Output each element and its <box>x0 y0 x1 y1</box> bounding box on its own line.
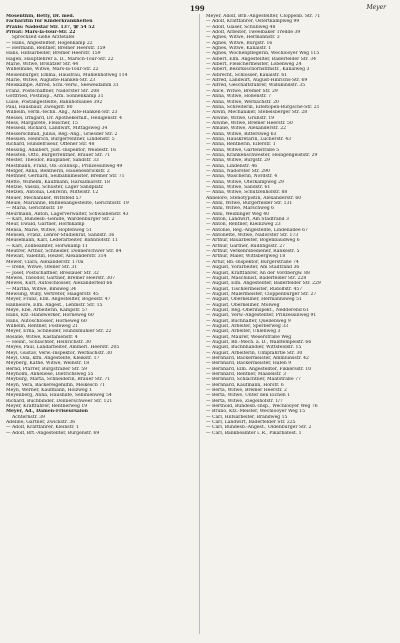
directory-entry: Meye, Ebe, Arbeiterin, Kampstr. 57 <box>6 307 88 313</box>
directory-entry: — Hermann, Rentner, Bremer Heerstr. 159 <box>6 46 106 52</box>
directory-entry: — Anna, Witwe, Sandstr. 61 <box>206 185 271 190</box>
directory-entry: — Anna, Witwe, Burgstr. 29 <box>206 158 270 164</box>
directory-entry: Rosalie, Witwe, Kastanienstr. 4 <box>6 334 78 340</box>
directory-entry: — August, Arbeiter, Uhlenweg 3 <box>206 329 281 335</box>
directory-entry: Hannelore, Elm. Angest., Lehmstr. Str. 15 <box>6 302 103 308</box>
directory-entry: — Adolf, Arbeiter, Tweelbäker Tredde 39 <box>206 30 301 36</box>
left-column <box>6 14 192 638</box>
directory-entry: Metger, Anna, Rentnerin, Hauenesbrickstr. 2 <box>6 168 110 174</box>
directory-entry: — August, Oberkellner, Hermannsweg 51 <box>206 297 302 303</box>
directory-entry: — August, Buchhalter, Quellenweg 9 <box>206 318 291 324</box>
directory-entry: — August, Oberkellner, Mölweg <box>206 302 280 308</box>
directory-entry: — Adolf, Kraftfahrer, Kleinstr. 1 <box>6 425 79 431</box>
directory-entry: Mewes, Theodor, Gärtner, Bremer Heerstr. 307 <box>6 275 116 281</box>
directory-entry: — Maria, Gerichtsstr. 19 <box>6 206 63 212</box>
directory-entry: Meyer, Franz, Elm. Angestellter, Bogesstr. 47 <box>6 297 111 303</box>
directory-entry: — August, Arbeiter, Sperberweg 33 <box>206 323 289 329</box>
directory-entry: Meyl, Oda, kfm. Angestellte, Kleikstr. 17 <box>6 356 100 361</box>
directory-entry: — August, Buchhhändler, Wittsfeldstr. 15 <box>206 345 302 351</box>
directory-entry: Mosenthin, Betty, Dr. med. <box>6 14 75 19</box>
directory-entry: Richard, Buchbinder, Donnerschweer Str. 121 <box>6 398 113 404</box>
directory-entry: — Alfred, Geschäftsführer, Widukindstr. 35 <box>206 83 306 89</box>
directory-entry: Meyenberg, Anna, Haushilfe, Sellinienweg 54 <box>6 393 112 399</box>
directory-entry: Messten, Otto, Bürgerrentner, Brauer Str. 71 <box>6 152 111 158</box>
directory-entry: — Bruno, Kfz.-Meister, Wechlooyer Weg 15 <box>206 409 306 415</box>
directory-entry: Achternstr. 39 <box>12 414 45 420</box>
directory-entry: — Carl, Bundesb.-Angest., Oldenburger Str. 2 <box>206 425 312 431</box>
directory-entry: Messing, Adalbert, Just.-Inspektor, Weidestr. 16 <box>6 147 117 153</box>
directory-entry: Methner, Gerhard, Seilbahnmeister, Bremer Str. 71 <box>6 174 125 180</box>
running-head: Meyer <box>366 4 386 11</box>
directory-entry: — August, Vorarbeiter, Am Stadtrand 36 <box>206 265 300 271</box>
directory-entry: — Adolf, Glaser, Schuhweg 48 <box>206 24 276 30</box>
directory-entry: — Amalie, Witwe, Alexanderstr. 22 <box>206 126 287 132</box>
directory-entry: Meyer, Erna, Schneider, Hundsmühler Str. 22 <box>6 329 112 335</box>
directory-entry: — Bernhard, Rentner, Maaselstr. 3 <box>206 372 286 378</box>
directory-entry: Gottfried, Postinsp., Arm. Sonnenkamp 31 <box>6 94 104 100</box>
directory-entry: Mensen, Franz, Lehrer-Studienrat, Sandstr. 36 <box>6 233 115 239</box>
directory-entry: — Anna, Hauskretärin, Lücherstr. 43 <box>206 136 292 142</box>
directory-entry: — Bernhard, Bäckermeister, Ammlunsstr. 42 <box>206 356 309 361</box>
directory-entry: — Heinr., Schlachter, Heinrichstr. 30 <box>6 339 92 345</box>
directory-entry: — Arthur, Verkehrsbediener, Rankestr. 5 <box>206 249 300 255</box>
column-divider <box>199 14 200 634</box>
directory-entry: Messien, Heinrich, Bürgerrentner, Lindenstr. 5 <box>6 136 115 142</box>
directory-entry: Mestmann, Franz, Ob.-Zollinsp., Prinzessinweg 49 <box>6 163 123 169</box>
page-number: 199 <box>190 4 205 13</box>
directory-entry: Praxis: Nadostar Str. 137, ☏ 54 52 <box>6 24 95 30</box>
directory-columns <box>6 14 394 638</box>
directory-entry: — Anton, Landwirt, Am Stadtrand 3 <box>206 217 289 223</box>
directory-entry: Marie, Witwe, Auguste-Hanken-Str. 23 <box>6 78 96 84</box>
directory-entry: — Agnes, Wochenpflegerin, Wechlooyer Weg 115 <box>206 51 320 57</box>
directory-entry: Meiskampe, Alfred, Schl.-Verw., Seeweidamm 31 <box>6 83 119 89</box>
directory-entry: — Bernhard, Kaufmann, Hörstr. 6 <box>206 382 284 388</box>
directory-entry: Sprechzeit siehe Ärztetafel <box>12 35 75 41</box>
directory-entry: Meyburg, Marta, Schneiderin, Brauer Str. 71 <box>6 377 111 383</box>
directory-entry: — August, Bb.-Mech. a. D., Waldtempelstr. 66 <box>206 339 312 345</box>
directory-entry: — Adolf, Kraftfahrer, Ostertkampweg 99 <box>206 19 300 25</box>
directory-entry: — Adolf, Brt.-Angestellter, Burgenstr. 69 <box>6 430 100 436</box>
directory-entry: Mewes, Kurt, Autoschlosser, Alexanderfeld 66 <box>6 281 113 287</box>
directory-entry: Hagen, Hauptlehrer a. D., Marsch-Tour-Str. 22 <box>6 56 114 62</box>
directory-entry: Privat: Mars-la-Tour-Str. 22 <box>6 30 76 36</box>
directory-entry: — Anton, Rentner, Kleinzweg 23 <box>206 222 281 228</box>
directory-entry: Wilhelm, Rentner, Fosteweg 21 <box>6 323 79 329</box>
directory-entry: — Anni, Witwe, Bürgerfelder Str. 131 <box>206 201 293 207</box>
directory-entry: — Berthold, Bundesb.-Insp., Wechlooyer Weg 76 <box>206 404 318 410</box>
directory-entry: Hans, Kfz.-Handwerker, Hörneweg 60 <box>6 313 94 319</box>
directory-entry: Richard, Hundefriseur, Offener Str. 48 <box>6 142 95 148</box>
directory-entry: — Berta, Witwe, Bremer Heerstr. 2 <box>206 388 287 394</box>
directory-entry: — Karl, Bundesb.-Gehilfe, Wardenburger Str. 2 <box>6 217 115 223</box>
directory-entry: Mewsing, Willy, Vertreter, Haagerstr. 45 <box>6 291 99 297</box>
directory-entry: — Josef, Postschaffner, Breslauer Str. 32 <box>6 270 99 276</box>
directory-entry: — Agnes, Witwe, Burgstr. 16 <box>206 40 273 46</box>
directory-entry: — Berta, Witwe, Unter den Eichen 1 <box>206 393 291 399</box>
directory-entry: — Artur, Bb.-Inspektor, Bürgerstraße 74 <box>206 259 299 265</box>
directory-entry: — Anna, Witwe, Bittersweg 63 <box>206 131 277 137</box>
directory-entry: — August, Maschinist, Bäderfelder Str. 228 <box>206 275 307 281</box>
directory-entry: — Anna, Schreiterin, Eifeltopen-Burgsche-Str. 21 <box>206 104 320 110</box>
directory-entry: Hans, Hilfsarbeiter, Bremer Heerstr. 159 <box>6 51 101 57</box>
directory-entry: — Bernhard, Bäckermeister, Hafen 9 <box>206 361 292 367</box>
directory-entry: — Berta, Witwe, Ziegelhofstr. 1/7 <box>206 398 283 404</box>
directory-entry: Wilhelmine, Witwe, Mars-la-Tour-Str. 22 <box>6 67 99 73</box>
directory-entry: Mess, Margarete, Fleischer, 15 <box>6 120 78 126</box>
directory-entry: — August, Maurer, Weserstraße Weg <box>206 334 292 340</box>
directory-entry: — Arthur, Maler, Wittsbergweg 18 <box>206 254 286 260</box>
directory-entry: — August, Tischlermeister, Rudolfstr. 457 <box>206 286 303 292</box>
directory-entry: — Anna, Wäscherin, Nordstr. 4 <box>206 174 278 180</box>
directory-entry: — Alice, Witwe, Bremer Str. 29 <box>206 88 278 94</box>
directory-entry: Marie, Witwe, Brolatzer Str. 44 <box>6 62 79 68</box>
directory-entry: Luise, Postangestellte, Bahnhofsallee 392 <box>6 99 103 105</box>
right-column <box>206 14 392 638</box>
directory-entry: Meyer, Adolf, Brb.-Angestellter, Cloppenb. Str. 71 <box>206 14 321 19</box>
directory-entry: — Anna, Witwe, Oterkampweg 29 <box>206 179 284 185</box>
directory-entry: — Hans, Angestellter, Hogenkamp 22 <box>6 40 93 46</box>
directory-entry: — Carl, Landwirt, Bäderfelder Str. 225 <box>206 420 296 426</box>
directory-entry: Meyberg, Käthe, Witwe, Weinstr. 18 <box>6 361 90 367</box>
directory-entry: — Antonette, Witwe, Nadorster Str. 173 <box>206 233 299 239</box>
directory-entry: — Agnes, Witwe, Kanalstr. 1 <box>206 46 272 52</box>
directory-entry: Messerschmid, Julius, Reg.-Ang., Griesder Str. 2 <box>6 131 118 137</box>
directory-entry: Meusemann, Karl, Lederarbeiter, Bahnhofstr. 11 <box>6 238 118 244</box>
directory-entry: Meur, Ewald, Gärtner, Hörmkamp <box>6 222 85 228</box>
directory-entry: — Carl, Bankbeamter i. R., Pikarbatest. 1 <box>206 430 302 436</box>
directory-entry: — Carl, Hilfsarbeiter, Brandweg 15 <box>206 414 288 420</box>
directory-entry: Messel, Irmgard, Dr. Apothekerhilf., Heiligenstr. 4 <box>6 115 122 121</box>
directory-entry: Meule, Marianne, Bühnenangestellte, Gerichtsstr. 19 <box>6 201 129 207</box>
directory-entry: Meyes, Paul, Landarbeiter, Ammerl. Heerstr. 205 <box>6 345 120 351</box>
directory-entry: — Anna, Rentnerin, Eiferstr. 1 <box>206 142 276 148</box>
directory-entry: — Arthur, Bauarbeiter, Bögenbaudweg 6 <box>206 238 300 244</box>
directory-entry: Meyholm, Anneliese, Dietrichsweg 55 <box>6 372 94 378</box>
directory-entry: — Bernhard, Elm. Angestellter, Fikkersstr. 10 <box>206 366 312 372</box>
directory-entry: Adeline, Gärtner, Zwickstr. 36 <box>6 420 76 426</box>
directory-entry: — Karl, Zollbeamter, Hörwkamp 11 <box>6 243 88 249</box>
directory-entry: Meisenburger, Emma, Hausfrau, Mühlenhofweg 114 <box>6 72 128 78</box>
directory-entry: Mensa, Marie, Witwe, Hopfenweg 51 <box>6 227 92 233</box>
directory-entry: — August, Elm. Angestellter, Bäderfelder Str. 229 <box>206 281 321 287</box>
directory-entry: — August, Reg.-Oberinspekt., Nedderend 61 <box>206 307 309 313</box>
directory-entry: — Alwine, Witwe, Grünstr. 19 <box>206 115 275 121</box>
directory-entry: — Irene, Witwe, Ofener Str. 31 <box>6 265 78 271</box>
directory-entry: — Anna, Witwe, Werbachstr. 20 <box>206 99 279 105</box>
directory-entry: — Arthur, Gärtner, Rudlingsstr. 27 <box>206 243 286 249</box>
directory-entry: — Alfred, Landwirt, August-Hinrichs-Str. 69 <box>206 78 308 84</box>
directory-entry: Meyer, Kraftfahrer, Rentnerweg 19 <box>6 404 88 410</box>
directory-entry: Fachärztin für Kinderkrankheiten <box>6 19 93 25</box>
directory-entry: Wilhelm, verm.-techn. Ang., Alte-Hanken-Str. 23 <box>6 110 118 116</box>
directory-entry: — Albert, Bezirksschornstfmstr., Kanalweg 3 <box>206 67 310 73</box>
directory-entry: Metzen, Antonia, Lehrerin, Mittelstr. 12 <box>6 190 99 196</box>
directory-entry: — August, Kraftfahrer, An der Vordbergw. 88 <box>206 270 310 276</box>
directory-entry: Meyi, Gustav, Verw.-Inspektor, Werbachstr. 30 <box>6 350 112 356</box>
directory-entry: Franz, Postschaffner, Nadorster Str. 208 <box>6 88 100 94</box>
directory-entry: Mewer, Clara, Alexanderstr. 170a <box>6 259 84 265</box>
directory-entry: — Albert, Fleischermeister, Lobenweg 24 <box>206 62 302 68</box>
directory-entry: Meurmann, Anton, Lagerverwalter, Schwalbenstr. 43 <box>6 211 129 217</box>
directory-entry: — Alwine, Witwe, Bremer Heerstr. 50 <box>206 120 293 126</box>
directory-entry: Mette, Wilhelm, Kaufmann, Harsalmarstr. 18 <box>6 179 110 185</box>
directory-entry: — Alwin, Mechaniker, Stebelsberger Str. 28 <box>206 110 308 116</box>
directory-entry: — Anna, Lindenstr. 46 <box>206 163 258 169</box>
directory-entry: Mester, Theodor, Bauplaner, Sandstr. 33 <box>6 158 99 164</box>
directory-entry: — Albrecht, Schlosser, Kanalstr. 61 <box>206 72 288 78</box>
directory-entry: — Agnes, Witwe, Hermannstr. 3 <box>206 35 280 41</box>
directory-entry: — August, Malermeister, Cloppenburger Str. 27 <box>206 291 317 297</box>
directory-entry: Meutrer, Arthur, Schneider, Donnerschwer Str. 84 <box>6 249 122 255</box>
directory-entry: Bernd, Pfarrer, Burgstraßer Str. 59 <box>6 366 88 372</box>
directory-entry: — Bernhard, Schlachtner, Maatstraße 77 <box>206 377 301 383</box>
directory-entry: — August, Verw.-Angestellter, Prinzessinweg 91 <box>206 313 317 319</box>
directory-entry: — Anna, Witwe, Hößenstr. 7 <box>206 94 272 100</box>
directory-entry: — Albert, Elm. Angestellter, Bäderfelder Str. 34 <box>206 56 317 62</box>
directory-entry: Meyer, Ad., Damen-Friseursalon <box>6 409 88 415</box>
directory-entry: Meyn, Vera, Bäckereigehilfin, Meikesch 71 <box>6 382 106 388</box>
directory-entry: Meyn, Werner, Kaufmann, Holzweg 1 <box>6 388 92 394</box>
directory-entry: — August, Arbeiterin, Ulmpfahrtle Str. 30 <box>206 350 303 356</box>
directory-entry: — Anna, Witwe, Gartenstraße 5 <box>206 147 280 153</box>
directory-entry: — Antonie, Reg.-Angestellte, Lindenallee 67 <box>206 227 308 233</box>
directory-entry: Meuer, Mechaniker, Wittsfeld 57 <box>6 195 82 201</box>
directory-entry: — Anni, Witwe, Marschweg 6 <box>206 206 275 212</box>
directory-entry: — Anni, Weidlinger Weg 40 <box>206 211 270 217</box>
directory-entry: — Anna, Nadorster Str. 290 <box>206 168 270 174</box>
directory-entry: Annelore, Stenotypistin, Alexanderstr. 60 <box>206 195 302 201</box>
directory-entry: — Anna, Witwe, Schützenhofstr. 88 <box>206 190 288 196</box>
directory-entry: — Martha, Witwe, Binsweg 34 <box>6 286 77 292</box>
directory-entry: Hans, Autoschlosser, Hörneweg 60 <box>6 318 87 324</box>
directory-entry: Metzie, Vassili, Schuster, Lager Sandplatz <box>6 185 103 190</box>
directory-entry: Mewalt, Valentin, Heizer, Alexanderstr. 314 <box>6 254 107 260</box>
directory-entry: Messedl, Richard, Landwirt, Mittagsweg 34 <box>6 126 108 132</box>
directory-entry: — Anna, Krankenschwester, Heiligengeiststr. 29 <box>206 152 318 158</box>
directory-entry: Paul, Hausbaur, Zweigstr. 80 <box>6 104 73 110</box>
